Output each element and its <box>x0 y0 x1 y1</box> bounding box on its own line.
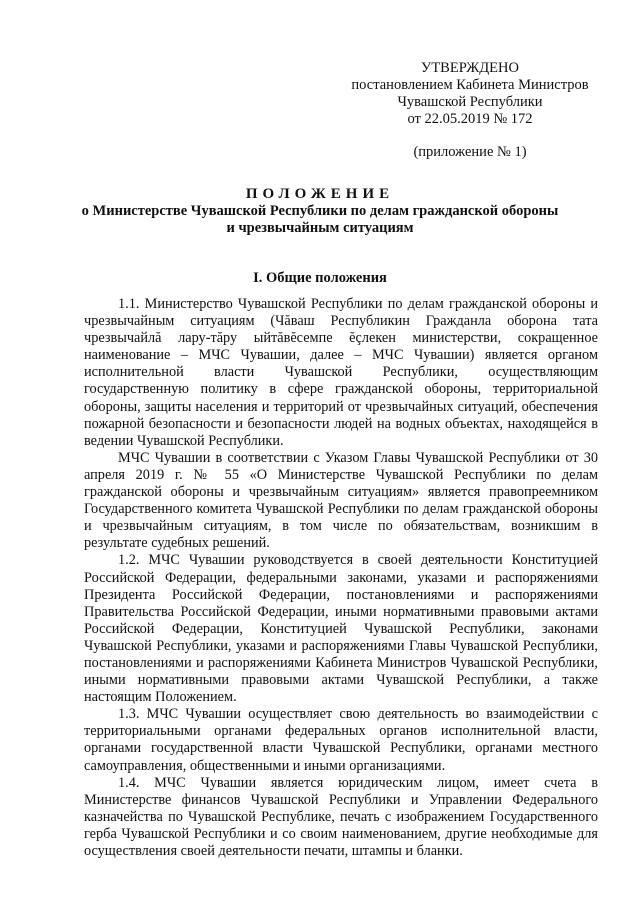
paragraph: МЧС Чувашии в соответствии с Указом Главы Чувашской Республики от 30 апреля 2019 г. № 55 «О Министерстве Чувашской Республики по делам гражданской обороны и чрезвычайным ситуациям» является правопреемником Государственного комитета Чувашской Республики по делам гражданской обороны и чрезвычайным ситуациям, в том числе по обязательствам, возникшим в результате судебных решений. <box>84 449 598 552</box>
approval-date-number: от 22.05.2019 № 172 <box>407 111 533 127</box>
document-title-block <box>60 186 580 237</box>
approval-stamp-block <box>340 60 600 161</box>
approval-issuer: постановлением Кабинета Министров <box>351 77 589 93</box>
section-heading: I. Общие положения <box>253 270 387 286</box>
approval-region: Чувашской Республики <box>397 94 543 110</box>
document-body <box>84 296 598 860</box>
document-subtitle-line-2: и чрезвычайным ситуациям <box>226 220 414 236</box>
paragraph: 1.2. МЧС Чувашии руководствуется в своей деятельности Конституцией Российской Федерации, федеральными законами, указами и распоряжениями Президента Российской Федерации, постановлениями и распоряжениями Правительства Российской Федерации, иными нормативными правовыми актами Российской Федерации, Конституцией Чувашской Республики, законами Чувашской Республики, указами и распоряжениями Главы Чувашской Республики, постановлениями и распоряжениями Кабинета Министров Чувашской Республики, иными нормативными правовыми актами Чувашской Республики, а также настоящим Положением. <box>84 552 598 706</box>
appendix-label: (приложение № 1) <box>413 144 527 160</box>
approval-heading: УТВЕРЖДЕНО <box>421 60 519 76</box>
paragraph: 1.3. МЧС Чувашии осуществляет свою деятельность во взаимодействии с территориальными органами федеральных органов исполнительной власти, органами государственной власти Чувашской Республики, органами местного самоуправления, общественными и иными организациями. <box>84 706 598 774</box>
paragraph: 1.4. МЧС Чувашии является юридическим лицом, имеет счета в Министерстве финансов Чувашской Республики и Управлении Федерального казначейства по Чувашской Республике, печать с изображением Государственного герба Чувашской Республики и со своим наименованием, другие необходимые для осуществления своей деятельности печати, штампы и бланки. <box>84 774 598 859</box>
document-subtitle-line-1: о Министерстве Чувашской Республики по делам гражданской обороны <box>81 203 559 219</box>
document-title: ПОЛОЖЕНИЕ <box>245 186 395 202</box>
paragraph: 1.1. Министерство Чувашской Республики по делам гражданской обороны и чрезвычайным ситуациям (Чăваш Республикин Гражданла оборона тата чрезвычайлă лару-тăру ыйтăвĕсемпе ĕçлекен министерстви, сокращенное наименование – МЧС Чувашии, далее – МЧС Чувашии) является органом исполнительной власти Чувашской Республики, осуществляющим государственную политику в сфере гражданской обороны, территориальной обороны, защиты населения и территорий от чрезвычайных ситуаций, обеспечения пожарной безопасности и безопасности людей на водных объектах, находящейся в ведении Чувашской Республики. <box>84 296 598 449</box>
